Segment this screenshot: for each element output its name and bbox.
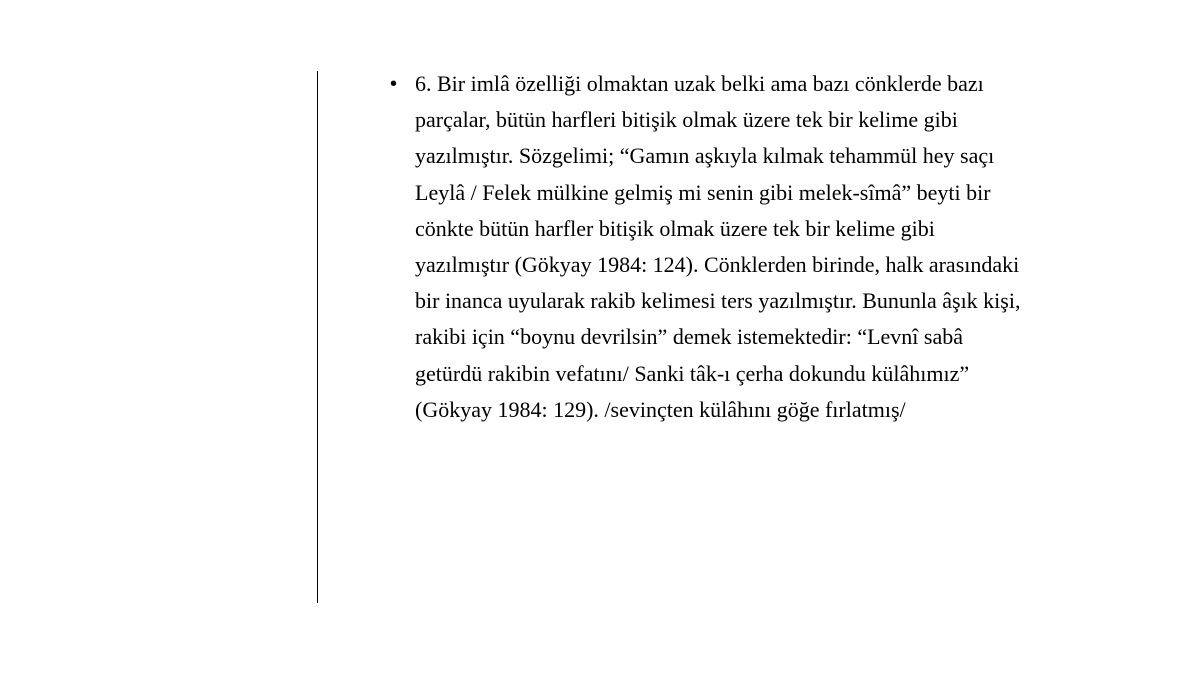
bullet-line-6: yazılmıştır (Gökyay 1984: 124). Cönklerden birinde, halk arasındaki xyxy=(415,252,1020,278)
bullet-line-2: parçalar, bütün harfleri bitişik olmak üzere tek bir kelime gibi xyxy=(415,107,958,133)
bullet-line-3: yazılmıştır. Sözgelimi; “Gamın aşkıyla kılmak tehammül hey saçı xyxy=(415,143,995,169)
bullet-paragraph xyxy=(390,66,1110,428)
bullet-line-8: rakibi için “boynu devrilsin” demek istemektedir: “Levnî sabâ xyxy=(415,324,963,350)
bullet-dot-icon: • xyxy=(390,73,398,95)
text-body xyxy=(390,66,1110,428)
bullet-line-9: getürdü rakibin vefatını/ Sanki tâk-ı çerha dokundu külâhımız” xyxy=(415,360,970,386)
bullet-line-5: cönkte bütün harfler bitişik olmak üzere tek bir kelime gibi xyxy=(415,215,935,241)
vertical-divider-line xyxy=(317,71,318,603)
bullet-line-10: (Gökyay 1984: 129). /sevinçten külâhını göğe fırlatmış/ xyxy=(415,396,906,422)
bullet-line-1: 6. Bir imlâ özelliği olmaktan uzak belki ama bazı cönklerde bazı xyxy=(415,71,984,96)
bullet-line-4: Leylâ / Felek mülkine gelmiş mi senin gibi melek-sîmâ” beyti bir xyxy=(415,179,991,205)
bullet-line-7: bir inanca uyularak rakib kelimesi ters yazılmıştır. Bununla âşık kişi, xyxy=(415,288,1021,314)
